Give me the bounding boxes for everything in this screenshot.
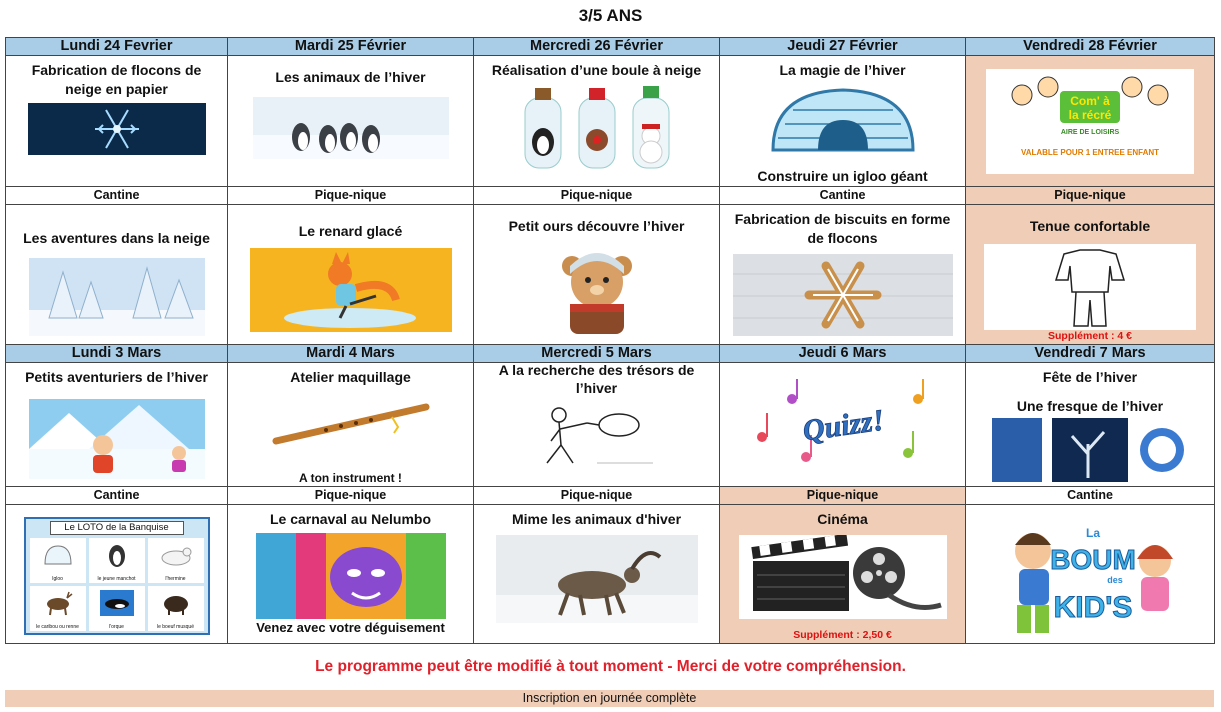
loto-item: le boeuf musqué: [148, 586, 204, 631]
activity-cell: [720, 205, 966, 345]
activity-cell: [6, 205, 228, 345]
inscription-bar: Inscription en journée complète: [5, 690, 1214, 707]
carnival-image: [256, 533, 446, 619]
week2-lunch-row: [6, 487, 1215, 505]
activity-cell: [474, 205, 720, 345]
loto-title: Le LOTO de la Banquise: [50, 521, 184, 535]
activity-title: Petit ours découvre l’hiver: [508, 218, 685, 234]
activity-cell: [6, 505, 228, 644]
schedule-grid: [5, 37, 1215, 644]
igloo-image: [763, 84, 923, 154]
day-header: Vendredi 7 Mars: [966, 345, 1215, 363]
ermine-icon: [159, 544, 193, 568]
activity-title: Les animaux de l’hiver: [275, 69, 426, 85]
activity-title: Mime les animaux d'hiver: [511, 511, 682, 527]
cinema-clapper-image: [739, 535, 947, 619]
lunch-cell: Pique-nique: [228, 187, 474, 205]
activity-title: Le carnaval au Nelumbo: [269, 511, 432, 527]
week2-header-row: [6, 345, 1215, 363]
loto-item: le caribou ou renne: [30, 586, 86, 631]
activity-title: Petits aventuriers de l’hiver: [25, 369, 208, 385]
boum-title: BOUM: [1050, 544, 1136, 575]
boum-la: La: [1085, 526, 1101, 540]
orca-icon: [100, 590, 134, 616]
loto-item: le jeune manchot: [89, 538, 145, 583]
supplement-text: Supplément : 2,50 €: [793, 629, 892, 641]
ticket-valid: VALABLE POUR 1 ENTREE ENFANT: [1020, 148, 1160, 157]
supplement-text: Supplément : 4 €: [1047, 330, 1132, 342]
week1-morning-row: [6, 56, 1215, 187]
day-header: Lundi 24 Fevrier: [6, 38, 228, 56]
week1-header-row: [6, 38, 1215, 56]
day-header: Jeudi 6 Mars: [720, 345, 966, 363]
loto-item: l'hermine: [148, 538, 204, 583]
lunch-cell: Cantine: [6, 487, 228, 505]
activity-cell: [6, 363, 228, 487]
ticket-brand-line1: Com' à: [1070, 94, 1110, 108]
bear-image: [542, 244, 652, 334]
activity-cell: [6, 56, 228, 187]
boum-des-kids-logo: [995, 511, 1185, 639]
boum-des: des: [1107, 575, 1123, 585]
activity-title: Cinéma: [817, 511, 868, 527]
activity-cell: [474, 56, 720, 187]
lunch-cell: Pique-nique: [474, 187, 720, 205]
activity-subtitle: Venez avec votre déguisement: [256, 620, 445, 635]
lunch-cell: Cantine: [720, 187, 966, 205]
quiz-title: Quizz!: [800, 403, 886, 448]
lunch-cell: Pique-nique: [966, 187, 1215, 205]
week1-lunch-row: [6, 187, 1215, 205]
activity-title: Fête de l’hiver: [1042, 369, 1138, 385]
recre-ticket: [986, 69, 1194, 174]
activity-subtitle: Une fresque de l’hiver: [1016, 398, 1164, 414]
day-header: Lundi 3 Mars: [6, 345, 228, 363]
week2-afternoon-row: [6, 505, 1215, 644]
lunch-cell: Pique-nique: [228, 487, 474, 505]
day-header: Mercredi 5 Mars: [474, 345, 720, 363]
activity-cell: [720, 505, 966, 644]
snowflake-image: [28, 103, 206, 155]
loto-item: l'orque: [89, 586, 145, 631]
modification-notice: Le programme peut être modifié à tout moment - Merci de votre compréhension.: [315, 658, 906, 675]
snowflake-cookie-image: [733, 254, 953, 336]
activity-cell: [966, 205, 1215, 345]
activity-cell: [720, 56, 966, 187]
skating-fox-image: [250, 248, 452, 332]
activity-title: Réalisation d’une boule à neige: [491, 62, 702, 78]
loto-card: [24, 517, 210, 635]
penguin-icon: [107, 542, 127, 568]
boum-kids: KID'S: [1053, 591, 1133, 624]
loto-item: Igloo: [30, 538, 86, 583]
activity-cell: [966, 505, 1215, 644]
activity-cell: [228, 205, 474, 345]
lunch-cell: Cantine: [966, 487, 1215, 505]
winter-fresco-image: [992, 418, 1188, 482]
ibex-image: [496, 535, 698, 623]
activity-cell: [228, 56, 474, 187]
page-title: 3/5 ANS: [578, 6, 643, 25]
lunch-cell: Pique-nique: [720, 487, 966, 505]
day-header: Mercredi 26 Février: [474, 38, 720, 56]
snow-globe-bottles-image: [497, 84, 697, 174]
activity-title: Atelier maquillage: [290, 369, 411, 385]
muskox-icon: [159, 590, 193, 616]
penguins-image: [253, 97, 449, 159]
activity-subtitle: Construire un igloo géant: [757, 168, 928, 184]
activity-subtitle: A ton instrument !: [299, 471, 402, 485]
lunch-cell: Pique-nique: [474, 487, 720, 505]
activity-title: La magie de l’hiver: [779, 62, 906, 78]
outfit-drawing-image: [984, 244, 1196, 330]
activity-title: A la recherche des trésors de l’hiver: [498, 362, 695, 396]
activity-cell: [966, 56, 1215, 187]
activity-cell: [720, 363, 966, 487]
day-header: Vendredi 28 Février: [966, 38, 1215, 56]
igloo-icon: [43, 544, 73, 566]
lunch-cell: Cantine: [6, 187, 228, 205]
kids-snow-image: [29, 399, 205, 479]
ticket-subtitle: AIRE DE LOISIRS: [1060, 129, 1120, 136]
kids-faces-logo: [986, 69, 1194, 129]
snowy-forest-image: [29, 258, 205, 336]
activity-cell: [228, 363, 474, 487]
activity-cell: [474, 505, 720, 644]
activity-title: Le renard glacé: [298, 223, 403, 239]
activity-title: Les aventures dans la neige: [23, 230, 210, 246]
ticket-brand-line2: la récré: [1068, 108, 1112, 122]
day-header: Mardi 4 Mars: [228, 345, 474, 363]
activity-title: Tenue confortable: [1029, 218, 1151, 234]
week2-morning-row: [6, 363, 1215, 487]
activity-cell: [966, 363, 1215, 487]
day-header: Mardi 25 Février: [228, 38, 474, 56]
week1-afternoon-row: [6, 205, 1215, 345]
quiz-music-image: [748, 379, 938, 471]
activity-title: Fabrication de biscuits en forme de flocons: [734, 211, 951, 246]
activity-title: Fabrication de flocons de neige en papier: [31, 62, 202, 97]
activity-cell: [474, 363, 720, 487]
treasure-hunt-drawing: [537, 401, 657, 471]
activity-cell: [228, 505, 474, 644]
reindeer-icon: [41, 590, 75, 616]
flute-image: [266, 399, 436, 451]
day-header: Jeudi 27 Février: [720, 38, 966, 56]
